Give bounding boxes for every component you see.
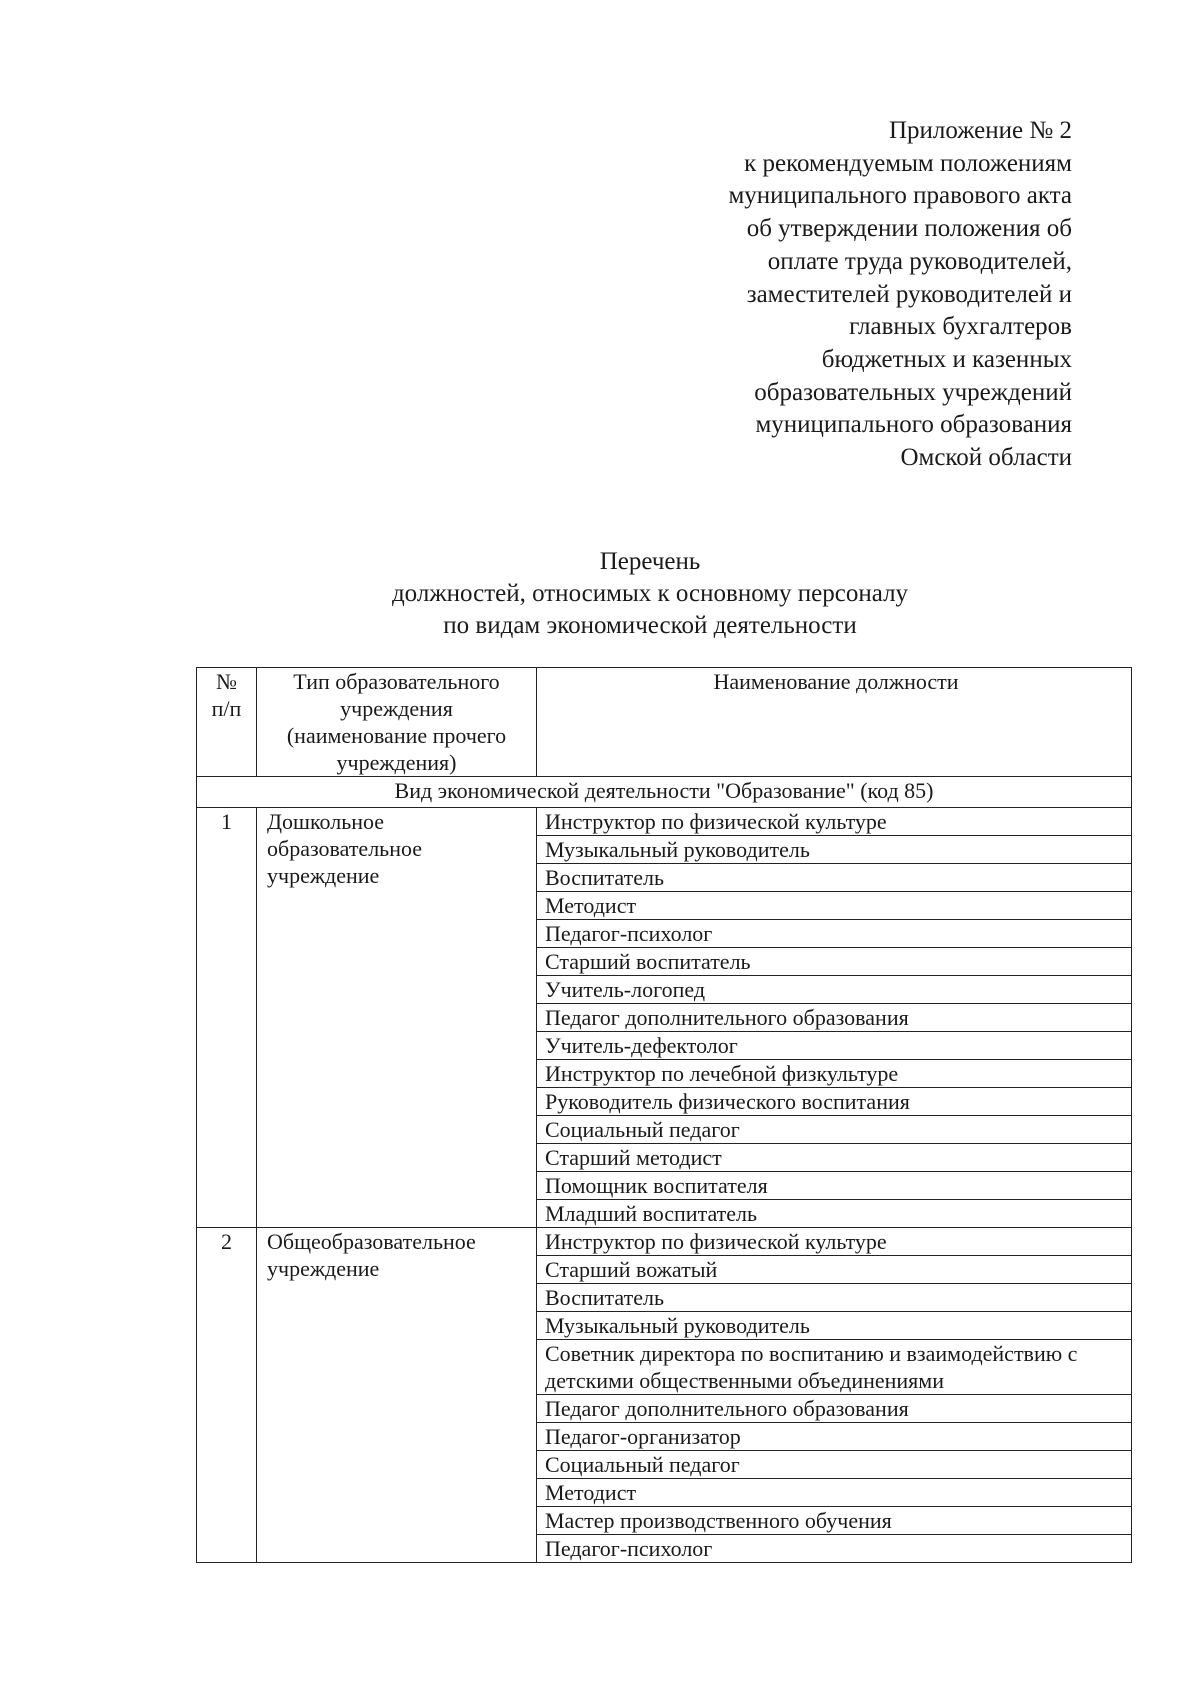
position-name: Педагог дополнительного образования [537,1004,1132,1032]
institution-type-line: учреждение [267,863,380,888]
header-type-line: учреждения [340,696,453,721]
row-number: 2 [197,1228,257,1563]
appendix-line: Приложение № 2 [888,117,1072,144]
appendix-line: муниципального образования [755,411,1072,439]
appendix-line: к рекомендуемым положениям [744,149,1072,177]
institution-type [257,808,537,1228]
position-name: Воспитатель [537,864,1132,892]
appendix-line: муниципального правового акта [728,182,1072,210]
position-name: Учитель-дефектолог [537,1032,1132,1060]
position-name: Педагог-психолог [537,1535,1132,1563]
appendix-line: об утверждении положения об [746,215,1072,243]
position-name: Социальный педагог [537,1116,1132,1144]
position-name: Советник директора по воспитанию и взаимодействию с детскими общественными объединениями [537,1340,1132,1395]
position-name: Учитель-логопед [537,976,1132,1004]
section-row [197,777,1132,808]
header-num-line: п/п [211,696,242,721]
position-name: Помощник воспитателя [537,1172,1132,1200]
table-row [197,1228,1132,1256]
position-name: Педагог-психолог [537,920,1132,948]
institution-type-line: Дошкольное [267,809,385,834]
position-name: Методист [537,1479,1132,1507]
institution-type-line: образовательное [267,836,423,861]
institution-type-line: Общеобразовательное [267,1229,476,1254]
title-line-1: Перечень [599,548,701,575]
position-name: Старший методист [537,1144,1132,1172]
position-name: Инструктор по физической культуре [537,808,1132,836]
row-number: 1 [197,808,257,1228]
position-name: Социальный педагог [537,1451,1132,1479]
position-name: Педагог дополнительного образования [537,1395,1132,1423]
appendix-line: главных бухгалтеров [849,313,1072,341]
header-num-line: № [216,669,237,694]
appendix-line: Омской области [900,444,1072,472]
header-type-line: Тип образовательного [293,669,500,694]
appendix-line: оплате труда руководителей, [767,247,1072,275]
position-name: Мастер производственного обучения [537,1507,1132,1535]
position-name: Воспитатель [537,1284,1132,1312]
table-row [197,808,1132,836]
positions-table [196,667,1132,1563]
section-label: Вид экономической деятельности "Образование" (код 85) [197,777,1132,808]
position-name: Методист [537,892,1132,920]
appendix-header [728,115,1072,475]
header-type-line: (наименование прочего [286,723,507,748]
appendix-line: бюджетных и казенных [821,345,1072,373]
appendix-line: образовательных учреждений [754,378,1072,406]
header-type [257,668,537,777]
header-position: Наименование должности [537,668,1132,777]
title-line-2: должностей, относимых к основному персоналу [391,580,909,607]
position-name: Инструктор по физической культуре [537,1228,1132,1256]
position-name: Младший воспитатель [537,1200,1132,1228]
position-name: Музыкальный руководитель [537,836,1132,864]
position-name: Педагог-организатор [537,1423,1132,1451]
appendix-line: заместителей руководителей и [746,280,1072,308]
header-type-line: учреждения) [336,750,457,775]
position-name: Музыкальный руководитель [537,1312,1132,1340]
position-name: Инструктор по лечебной физкультуре [537,1060,1132,1088]
position-name: Старший воспитатель [537,948,1132,976]
title-line-3: по видам экономической деятельности [443,612,857,639]
position-name: Старший вожатый [537,1256,1132,1284]
table-header-row [197,668,1132,777]
institution-type-line: учреждение [267,1256,380,1281]
position-name: Руководитель физического воспитания [537,1088,1132,1116]
document-title [100,546,1200,642]
header-num [197,668,257,777]
institution-type [257,1228,537,1563]
